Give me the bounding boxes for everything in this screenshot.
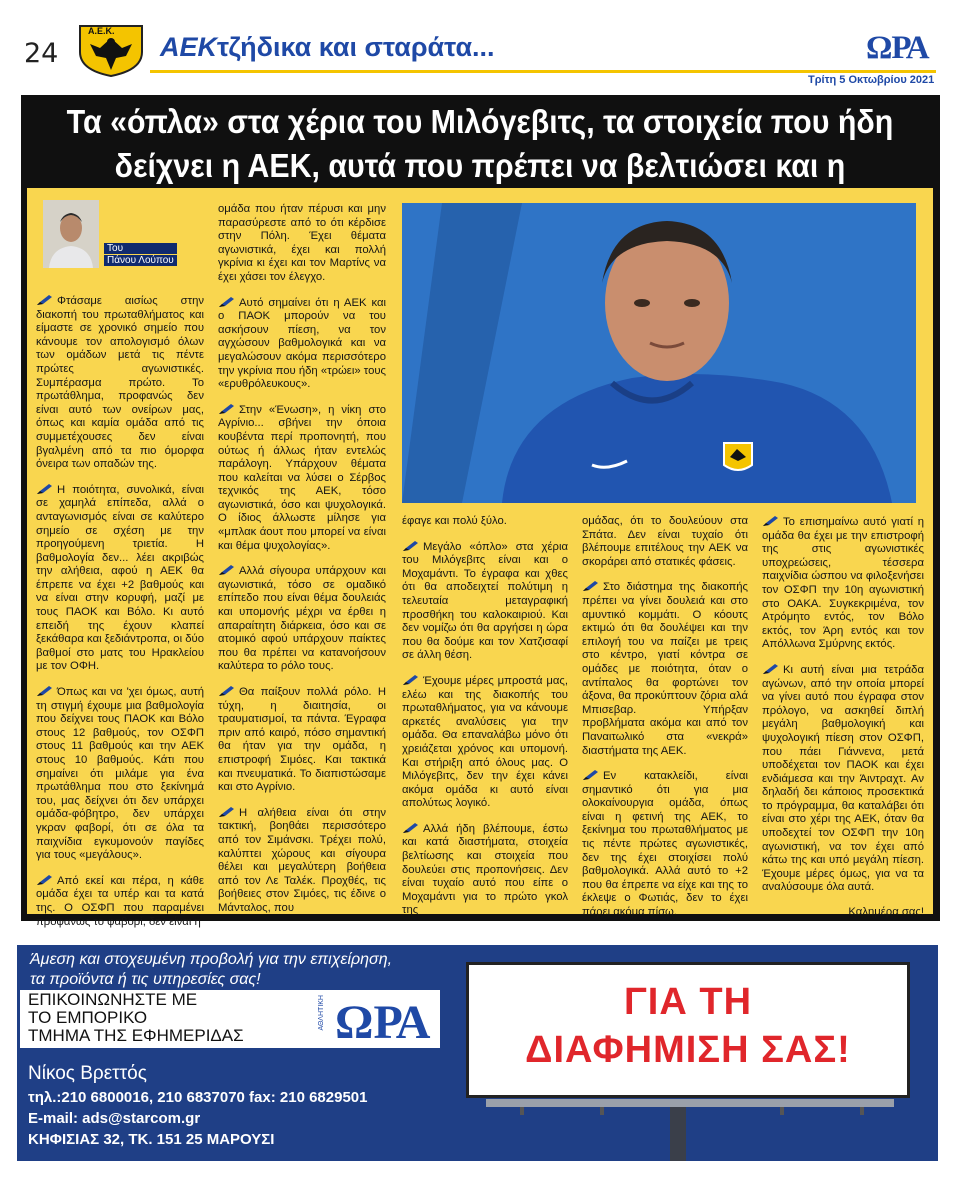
pen-icon [582, 580, 599, 592]
section-title [160, 32, 495, 63]
ad-brand-logo: ΩΡΑ [335, 996, 431, 1049]
billboard-text: ΓΙΑ ΤΗ ΔΙΑΦΗΜΙΣΗ ΣΑΣ! [525, 981, 851, 1071]
author-photo [43, 200, 99, 268]
pen-icon [762, 663, 779, 675]
pen-icon [762, 515, 779, 527]
newspaper-brand: ΩΡΑ [866, 30, 929, 66]
pen-icon [218, 296, 235, 308]
article-column-3 [402, 515, 568, 929]
paragraph: Έχουμε μέρες μπροστά μας, ελέω και της διακοπής του πρωταθλήματος, για να κάνουμε αρκετές αναλύσεις για την ομάδα. Θα επαναλάβω μόνο ότι χρειάζεται χρόνος και υπομονή. Και στήριξη από όλους μας. Ο Μιλόγεβιτς, δεν την έχει κάνει ακόμα ομάδα κι αυτό είναι απολύτως λογικό. [402, 674, 568, 810]
paragraph: Αλλά σίγουρα υπάρχουν και αγωνιστικά, τόσο σε ομαδικό επίπεδο που είναι θέμα δουλειάς και υπομονής μέχρι να έρθει η απαραίτητη διάρκεια, όσο και σε ατομικό αφού υπάρχουν παίκτες που θα πρέπει να κατανοήσουν καλύτερα το ρόλο τους. [218, 565, 386, 673]
paragraph: Αλλά ήδη βλέπουμε, έστω και κατά διαστήματα, στοιχεία βελτίωσης και στοιχεία που δουλεύει στις προπονήσεις. Δεν είναι τυχαίο αυτό που είπε ο Μοχαμάντι για το πρώτο γκολ της [402, 822, 568, 917]
ad-logo-subtitle: ΑΘΛΗΤΙΚΗ [318, 995, 325, 1031]
paragraph: Όπως και να 'χει όμως, αυτή τη στιγμή έχουμε μια βαθμολογία που δείχνει τους ΠΑΟΚ και Βόλο στους 12 βαθμούς, τον ΟΣΦΠ στους 11 βαθμούς και την ΑΕΚ στους 10 βαθμούς. Κάτι που σημαίνει ότι μιλάμε για ένα πρωτάθλημα που στο ξεκίνημά του, μας δείχνει ότι δεν υπάρχει ομάδα-φόβητρο, δεν υπάρχει γκραν φαβορί, ότι σε όλα τα παιχνίδια εγκυμονούν παγίδες για τους «μεγάλους». [36, 686, 204, 862]
paragraph: Το επισημαίνω αυτό γιατί η ομάδα θα έχει με την επιστροφή της στις αγωνιστικές υποχρεώσεις, τέσσερα παιχνίδια ώσπου να φιλοξενήσει τον ΟΣΦΠ την 10η αγωνιστική στο ΟΑΚΑ. Συγκεκριμένα, τον Ατρόμητο εντός, τον Βόλο εκτός, τον Άρη εντός και τον Απόλλωνα Σμύρνης εκτός. [762, 516, 924, 651]
pen-icon [218, 564, 235, 576]
paragraph: ομάδα που ήταν πέρυσι και μην παρασύρεστε από το ότι κέρδισε στην Πόλη. Έχει θέματα αγωνιστικά, έχει και πολλή γκρίνια κι έχει και τον Μαρτίνς να έχει χάσει τον έλεγχο. [218, 203, 386, 283]
paragraph: Αυτό σημαίνει ότι η ΑΕΚ και ο ΠΑΟΚ μπορούν να του ασκήσουν πίεση, να τον αγχώσουν βαθμολογικά και να μεγαλώσουν ακόμα περισσότερο την γκρίνια που ήδη «τρώει» τους «ερυθρόλευκους». [218, 296, 386, 391]
header-divider [150, 70, 936, 73]
paragraph: έφαγε και πολύ ξύλο. [402, 515, 507, 527]
pen-icon [402, 674, 419, 686]
headline-line-1: Τα «όπλα» στα χέρια του Μιλόγεβιτς, τα στοιχεία που ήδη [66, 103, 894, 140]
pen-icon [582, 769, 599, 781]
author-credit [104, 243, 177, 267]
author-name: Πάνου Λούπου [104, 255, 177, 266]
coach-photo [402, 203, 916, 503]
paragraph: Εν κατακλείδι, είναι σημαντικό ότι για μια ολοκαίνουργια ομάδα, όπως είναι η φετινή της ΑΕΚ, το ξεκίνημα του πρωταθλήματος με τις πέντε πρώτες αγωνιστικές, δεν της έχει στοιχίσει πολύ βαθμολογικά. Αλλά αυτό το +2 που θα έπρεπε να είχε και της το έκλεψε ο Φωτιάς, δεν το έχει πάρει ακόμα πίσω. [582, 770, 748, 919]
ad-contact-text: ΕΠΙΚΟΙΝΩΝΗΣΤΕ ΜΕ ΤΟ ΕΜΠΟΡΙΚΟ ΤΜΗΜΑ ΤΗΣ ΕΦΗΜΕΡΙΔΑΣ [28, 990, 244, 1045]
paragraph: Θα παίξουν πολλά ρόλο. Η τύχη, η διαιτησία, οι τραυματισμοί, τα πάντα. Έγραφα πριν από καιρό, πόσο σημαντική θα ήταν για την ομάδα, η επιστροφή Σιμόες. Και τακτικά και πνευματικά. Το διαπιστώσαμε και στο Αγρίνιο. [218, 686, 386, 794]
pen-icon [218, 403, 235, 415]
paragraph: Από εκεί και πέρα, η κάθε ομάδα έχει τα υπέρ και τα κατά της. Ο ΟΣΦΠ που παραμένει προφανώς το φαβορί, δεν είναι η [36, 874, 204, 928]
signoff: Καλημέρα σας! [848, 906, 924, 919]
headline-line-2: δείχνει η ΑΕΚ, αυτά που πρέπει να βελτιώσει και η [114, 147, 846, 184]
article-column-2 [218, 203, 386, 927]
pen-icon [402, 822, 419, 834]
section-prefix: ΑΕΚ [160, 32, 218, 62]
pen-icon [218, 806, 235, 818]
paragraph: Στο διάστημα της διακοπής πρέπει να γίνει δουλειά και στο αμυντικό κομμάτι. Ο κόουτς εκτιμώ ότι θα δουλέψει και την επιλογή του να παίζει με τρεις στο κέντρο, γιατί κόντρα σε ομάδες με ποιότητα, όταν ο αντίπαλος θα φορτώνει τον άξονα, θα προκύπτουν ζόρια αλά Μπισεβαρ. Υπήρξαν προβλήματα ακόμα και από τον Παναιτωλικό στα «νεκρά» διαστήματα της ΑΕΚ. [582, 581, 748, 757]
paragraph: Η αλήθεια είναι ότι στην τακτική, βοηθάει περισσότερο από τον Σιμάνσκι. Τρέχει πολύ, καλύπτει χώρους και σίγουρα θέλει και μεγαλύτερη βοήθεια από τον Λε Ταλέκ. Προχθές, τις βοήθειες στον Σιμόες, τις έδινε ο Μάνταλος, που [218, 806, 386, 914]
pen-icon [218, 685, 235, 697]
paragraph: Στην «Ένωση», η νίκη στο Αγρίνιο... σβήνει την όποια κουβέντα περί προπονητή, που ούτως ή άλλως ήταν εντελώς παράλογη. Υπάρχουν θέματα που καλείται να λύσει ο Σέρβος τεχνικός της ΑΕΚ, τόσο αγωνιστικά, όσο και ψυχολογικά. Ο ίδιος άλλωστε μίλησε για «μπλακ άουτ που μπορεί να είναι και θέμα ψυχολογίας». [218, 403, 386, 552]
paragraph: Κι αυτή είναι μια τετράδα αγώνων, από την οποία μπορεί να γίνει αυτό που έγραφα στον πρόλογο, να ασκηθεί διπλή μεγάλη βαθμολογική και ψυχολογική πίεση στον ΟΣΦΠ, που πάει Γιάννενα, μετά υποδέχεται τον ΠΑΟΚ και έχει ενδιάμεσα και την Άιντραχτ. Αν δηλαδή δει κάποιος προσεκτικά το πρόγραμμα, θα καταλάβει ότι είναι στο χέρι της ΑΕΚ, όταν θα υποδεχτεί τον ΟΣΦΠ την 10η αγωνιστική, να τον έχει από κάτω της και υπό μεγάλη πίεση. Έχουμε μέρες όμως, για να τα αναλύσουμε όλα αυτά. [762, 663, 924, 894]
article-column-4 [582, 515, 748, 931]
pen-icon [36, 294, 53, 306]
ad-email: E-mail: ads@starcom.gr [28, 1110, 201, 1127]
ad-tagline: Άμεση και στοχευμένη προβολή για την επιχείρηση, τα προϊόντα ή τις υπηρεσίες σας! [30, 951, 393, 988]
article-column-5 [762, 515, 924, 931]
ad-phone: τηλ.:210 6800016, 210 6837070 fax: 210 6829501 [28, 1089, 368, 1106]
paragraph: Η ποιότητα, συνολικά, είναι σε χαμηλά επίπεδα, αλλά ο ανταγωνισμός είναι σε καλύτερο σημείο σε σχέση με την προηγούμενη τριετία. Η βαθμολογία δεν... λέει ακριβώς την αλήθεια, αφού η ΑΕΚ θα έπρεπε να έχει +2 βαθμούς και να είναι στην κορυφή, μαζί με τους ΠΑΟΚ και Βόλο. Κι αυτό επειδή της έχουν κλαπεί ξεκάθαρα και ξεδιάντροπα, οι δύο βαθμοί στο ματς του Ηρακλείου με τον ΟΦΗ. [36, 483, 204, 673]
pen-icon [36, 483, 53, 495]
paragraph: ομάδας, ότι το δουλεύουν στα Σπάτα. Δεν είναι τυχαίο ότι βλέπουμε επιτέλους την ΑΕΚ να σκοράρει από στατικές φάσεις. [582, 515, 748, 568]
paragraph: Μεγάλο «όπλο» στα χέρια του Μιλόγεβιτς είναι και ο Μοχαμάντι. Το έγραφα και χθες ότι θα αποδειχτεί πολύτιμη η τελευταία μεταγραφική προσθήκη του καλοκαιριού. Και δεν νομίζω ότι θα αργήσει η ώρα που θα δούμε και τον Χατζισαφί σε άλλη θέση. [402, 540, 568, 662]
pen-icon [36, 685, 53, 697]
paragraph: Φτάσαμε αισίως στην διακοπή του πρωταθλήματος και είμαστε σε χρονικό σημείο που κάνουμε τον απολογισμό όλων των ομάδων μετά τις πέντε πρώτες αγωνιστικές. Συμπέρασμα πρώτο. Το πρωτάθλημα, προφανώς δεν είναι αυτό των ονείρων μας, όπως και καμία ομάδα από τις συμμετέχουσες δεν είναι βγαλμένη από τα πιο όμορφα όνειρα των οπαδών της. [36, 295, 204, 471]
section-rest: τζήδικα και σταράτα... [217, 32, 495, 62]
article-column-1 [36, 294, 204, 940]
author-prefix: Του [104, 243, 177, 254]
ad-address: ΚΗΦΙΣΙΑΣ 32, ΤΚ. 151 25 ΜΑΡΟΥΣΙ [28, 1131, 275, 1148]
page-number: 24 [24, 38, 59, 69]
billboard-stand-icon [480, 1095, 900, 1161]
logo-text: Α.Ε.Κ. [88, 26, 115, 36]
ad-contact-name: Νίκος Βρεττός [28, 1063, 147, 1084]
pen-icon [36, 874, 53, 886]
pen-icon [402, 540, 419, 552]
issue-date: Τρίτη 5 Οκτωβρίου 2021 [808, 74, 935, 86]
